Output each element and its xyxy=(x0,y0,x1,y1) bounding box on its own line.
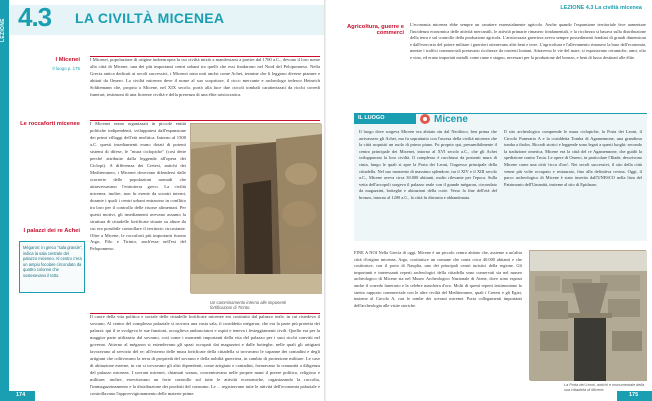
photo-lion-gate xyxy=(529,250,646,380)
lesson-side-label: LEZIONE xyxy=(0,18,6,42)
margin-heading-roccaforti: Le roccaforti micenee xyxy=(20,121,80,127)
place-box-column-1: Il luogo dove sorgeva Micene era abitato sin dal Neolitico, ben prima che arrivassero gli Achei, ma fu soprattutto con l'ascesa della civiltà micenea che la città acquistò un ruolo di primo piano. Fu proprio qui, presumibilmente il centro principale dei Micenei, intorno al XVI secolo a.C., che gli Achei svilupparono la loro civiltà. Il complesso è racchiuso da possenti mura di cinta, lungo le quali si apre la Porta dei Leoni, l'ingresso principale della cittadella. Nel suo momento di massimo splendore, tra il XIV e il XIII secolo a.C., Micene aveva circa 30.000 abitanti, molto rilevante per l'epoca. Sulla vetta dell'acropoli sorgeva il palazzo reale con il grande mégaron, circondato da magazzini, botteghe e abitazioni della corte. Verso la fine dell'età del bronzo, intorno al 1200 a.C., la città fu distrutta e abbandonata. xyxy=(359,129,497,201)
location-pin-icon xyxy=(420,114,430,124)
place-box-label: IL LUOGO xyxy=(354,113,416,124)
margin-heading-palazzi: I palazzi dei re Achei xyxy=(23,228,80,234)
lesson-side-tab xyxy=(0,0,9,395)
section-text-palazzi: Il cuore della vita politica e sociale delle cittadelle fortificate micenee era costituito dal palazzo reale, in cui risiedeva il sovrano. Al centro del complesso palaziale si trovava una vasta sala, il cosiddetto mégaron, che era la parte più protetta dei palazzi: qui il re svolgeva le sue funzioni, accoglieva ambasciatori e ospiti e teneva i festeggiamenti civili. Quello era per la maggior parte utilizzato dal sovrano, così come i momenti importanti della vita del palazzo per i suoi ricchi convitti nel governo. Attorno al mégaron si estendevano gli spazi occupati dai magazzini e dalle botteghe, nelle quali gli artigiani lavoravano al servizio del re; all'esterno delle mura fortificate della cittadella si trovavano le capanne dei contadini e degli artigiani che coltivavano la terra di proprietà del sovrano e della nobiltà guerriera, in cambio di protezione militare. Le case di abitazione esterne, in cui si trovavano gli altri dipendenti, come artigiani e contadini, formavano la comunità a diligenza del palazzo micenea. I sovrani micenei, chiamati wanax, concentravano nelle proprie mani il potere politico, religioso e militare; inoltre, esercitavano un forte controllo sul tutte le attività economiche, organizzando la raccolta, l'immagazzinamento e la distribuzione dei prodotti del consumo. Le ... registravano tutte le attività dell'economia palaziale e controllavano l'approvvigionamento delle materie prime. xyxy=(90,314,320,396)
page-number-left: 174 xyxy=(16,392,26,398)
photo-tirinto-wall xyxy=(190,123,321,293)
margin-heading-micenei: I Micenei xyxy=(55,57,80,63)
stone-wall-illustration xyxy=(191,124,322,294)
chapter-number: 4.3 xyxy=(18,2,52,32)
photo-caption: Un camminamento interno alle imponenti fortificazioni di Tirinto. xyxy=(210,300,287,311)
right-page xyxy=(326,0,652,401)
margin-heading-agricoltura: Agricoltura, guerre e commerci xyxy=(346,24,404,36)
section-text-roccaforti: I Micenei erano organizzati in piccole entità politiche indipendenti, sviluppatesi dall'espansione dei primi villaggi dell'età neolitica. Intorno al 1500 a.C. questi insediamenti erano dotati di potenti sistemi di difese, le "mura ciclopiche" (così dette perché attribuite dalla leggenda all'opera dei Ciclopi). A differenza dei Cretesi, antichi dei Mediterraneo, i Micenei dovevano difendersi dalle scorrerie delle popolazioni nomadi che attraversavano l'entroterra greco. La civiltà micenea, inoltre, non fu esente da scontri interni, durante i quali i centri urbani entrarono in conflitto tra loro per il controllo delle risorse alimentari. Per questi motivi, gli insediamenti avevano assunto la struttura di cittadelle fortificate situate su alture da cui era possibile controllare il territorio circostante. Oltre a Micene, le roccaforti più importanti furono Argo, Pilo e Tirinto, anch'esse nell'est del Peloponneso. xyxy=(90,121,186,252)
glossary-text: Mégaron: in greco "sala grande", indica la sala centrale del palazzo miceneo. Al centro c'era un ampio focolare circondato da quattro colonne che sostenevano il tetto. xyxy=(23,245,83,278)
glossary-box xyxy=(19,241,85,293)
page-number-right: 175 xyxy=(629,392,639,398)
place-box-title: Micene xyxy=(434,114,468,125)
section-text-micenei: I Micenei, popolazione di origine indoeuropea la cui civiltà iniziò a manifestarsi a partire dal 1700 a.C., devono il loro nome alla città di Micene, una dei più importanti centri urbani tra quelli che essi fondarono nel Nord del Peloponneso. Nella Grecia antica dedicati ai secoli successivi, i Micenei sono noti anche come Achei, termine che li leggono diverse pianure e abitati da Omero. La civiltà micenea deve il nome al suo scopritore, il ricco mercante e archeologo tedesco Heinrich Schliemann che, proprio a Micene, nel XIX secolo, portò alla luce due circoli tombali caratterizzati da ricchi corredi funerari, testimoni di una fiorente civiltà e della presenza di una élite aristocratica. xyxy=(90,57,320,97)
lion-gate-illustration xyxy=(530,251,647,381)
photo-caption-right: La Porta dei Leoni, antichi e monumentale della sua cittadella di Micene. xyxy=(564,383,645,392)
place-box-column-2: Il sito archeologico comprende le mura ciclopiche, la Porta dei Leoni, il Circolo Funerario A e la cosiddetta Tomba di Agamennone, una grandiosa tomba a tholos. Ricordi storici e leggende sono legati a questi luoghi: secondo la tradizione omerica, Micene era la città del re Agamennone, che guidò la spedizione contro Troia. Le opere di Omero, in particolare l'Iliade, descrivono Micene come una città 'ricca d'oro'. Nei secoli successivi, il sito della città venne più volte occupato e restaurato, fino alla definitiva rovina. Oggi, il parco archeologico di Micene è stato inserito dall'UNESCO nella lista del Patrimonio dell'Umanità, insieme al sito di Epidauro. xyxy=(504,129,642,187)
running-header: LEZIONE 4.3 La civiltà micenea xyxy=(560,5,642,11)
intro-text: L'economia micenea ebbe sempre un carattere essenzialmente agricolo. Anche quando l'espansione territoriale fece aumentare l'incidenza economica delle attività mercantili, le attività primarie rimasero fondamentali, e la ricchezza si basava sulla distribuzione della terra e sul controllo della produzione agricola. L'aristocrazia guerriera aveva sempre possedimenti fondiari di grandi dimensioni e dall'esercizio del potere militare i guerrieri ottenevano altri beni e terre. L'agricoltura e l'allevamento rimasero la base dell'economia, mentre i traffici commerciali portavano ricchezze da contesti lontani. Attraverso le vie del mare, si esportavano ceramiche, armi, olio e vino, ed erano importati metalli come rame e stagno, necessari per la produzione del bronzo, e beni di lusso destinati alle élite. xyxy=(410,22,646,61)
chapter-title: LA CIVILTÀ MICENEA xyxy=(75,10,225,26)
margin-note-luogo[interactable]: Il luogo p. 175 xyxy=(52,66,80,71)
fine-a-noi-text: FINE A NOI Nella Grecia di oggi, Micene è un piccolo centro abitato che, assieme a un'altra città d'origine micenea, Argo, costituisce un comune che conta circa 40.000 abitanti e che costituisce, con il porto di Nauplia, uno dei principali centri turistici della regione. Gli importanti e interessanti reperti archeologici della cittadella sono conservati sia nel museo archeologico di Micene sia nel Museo Archeologico Nazionale di Atene, dove sono esposti anche il corredo funerario e la celebre maschera d'oro. Molti di questi reperti testimoniano lo stretto rapporto commerciale con le altre civiltà del Mediterraneo, quali i Cretesi e gli Egizi, insieme al Circolo A, con le tombe dei sovrani micenei. Porta collegamenti importanti dell'archeologia alle visite storiche. xyxy=(354,250,522,308)
